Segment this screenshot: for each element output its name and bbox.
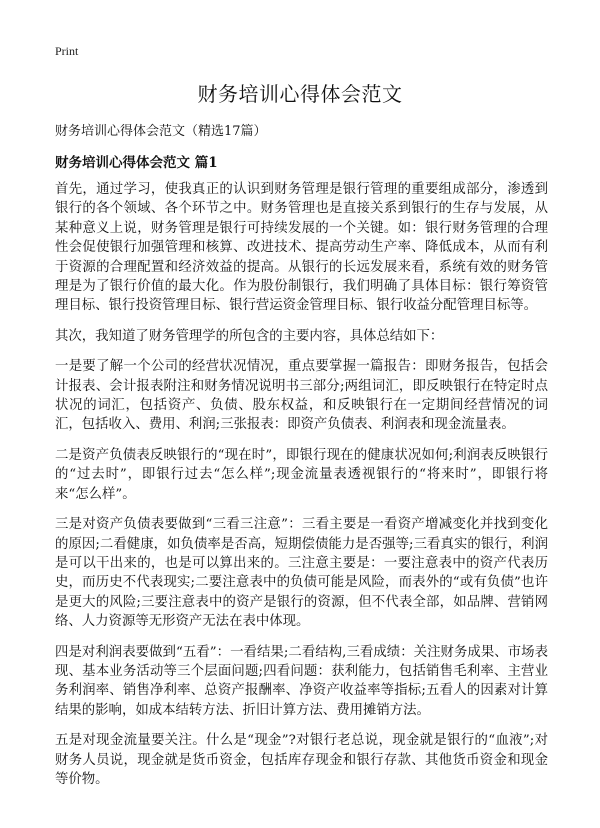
paragraph-7: 五是对现金流量要关注。什么是“现金”?对银行老总说，现金就是银行的“血液”;对财务人员说，现金就是货币资金，包括库存现金和银行存款、其他货币资金和现金等价物。	[55, 733, 548, 787]
paragraph-1: 首先，通过学习，使我真正的认识到财务管理是银行管理的重要组成部分，渗透到银行的各个领域、各个环节之中。财务管理也是直接关系到银行的生存与发展，从某种意义上说，财务管理是银行可持续发展的一个关键。如：银行财务管理的合理性会促使银行加强管理和核算、改进技术、提高劳动生产率、降低成本，从而有利于资源的合理配置和经济效益的提高。从银行的长远发展来看，系统有效的财务管理是为了银行价值的最大化。作为股份制银行，我们明确了具体目标：银行筹资管理目标、银行投资管理目标、银行营运资金管理目标、银行收益分配管理目标等。	[55, 182, 548, 314]
paragraph-6: 四是对利润表要做到“五看”：一看结果;二看结构,三看成绩：关注财务成果、市场表现、基本业务活动等三个层面问题;四看问题：获利能力，包括销售毛利率、主营业务利润率、销售净利率、总资产报酬率、净资产收益率等指标;五看人的因素对计算结果的影响，如成本结转方法、折旧计算方法、费用摊销方法。	[55, 644, 548, 718]
section-heading: 财务培训心得体会范文 篇1	[55, 155, 218, 171]
paragraph-4: 二是资产负债表反映银行的“现在时”，即银行现在的健康状况如何;利润表反映银行的“过去时”，即银行过去“怎么样”;现金流量表透视银行的“将来时”，即银行将来“怎么样”。	[55, 447, 548, 502]
article-body	[55, 180, 548, 800]
paragraph-2: 其次，我知道了财务管理学的所包含的主要内容，具体总结如下：	[55, 328, 444, 344]
page-title: 财务培训心得体会范文	[197, 82, 403, 106]
print-link[interactable]: Print	[55, 44, 79, 58]
paragraph-3: 一是要了解一个公司的经营状况情况，重点要掌握一篇报告：即财务报告，包括会计报表、会计报表附注和财务情况说明书三部分;两组词汇，即反映银行在特定时点状况的词汇，包括资产、负债、股东权益，和反映银行在一定期间经营情况的词汇，包括收入、费用、利润;三张报表：即资产负债表、利润表和现金流量表。	[55, 359, 548, 433]
paragraph-5: 三是对资产负债表要做到“三看三注意”：三看主要是一看资产增减变化并找到变化的原因;二看健康，如负债率是否高，短期偿债能力是否强等;三看真实的银行，利润是可以干出来的，也是可以算出来的。三注意主要是：一要注意表中的资产代表历史，而历史不代表现实;二要注意表中的负债可能是风险，而表外的“或有负债”也许是更大的风险;三要注意表中的资产是银行的资源，但不代表全部，如品牌、营销网络、人力资源等无形资产无法在表中体现。	[55, 517, 548, 630]
document-subtitle: 财务培训心得体会范文（精选17篇）	[55, 124, 267, 139]
